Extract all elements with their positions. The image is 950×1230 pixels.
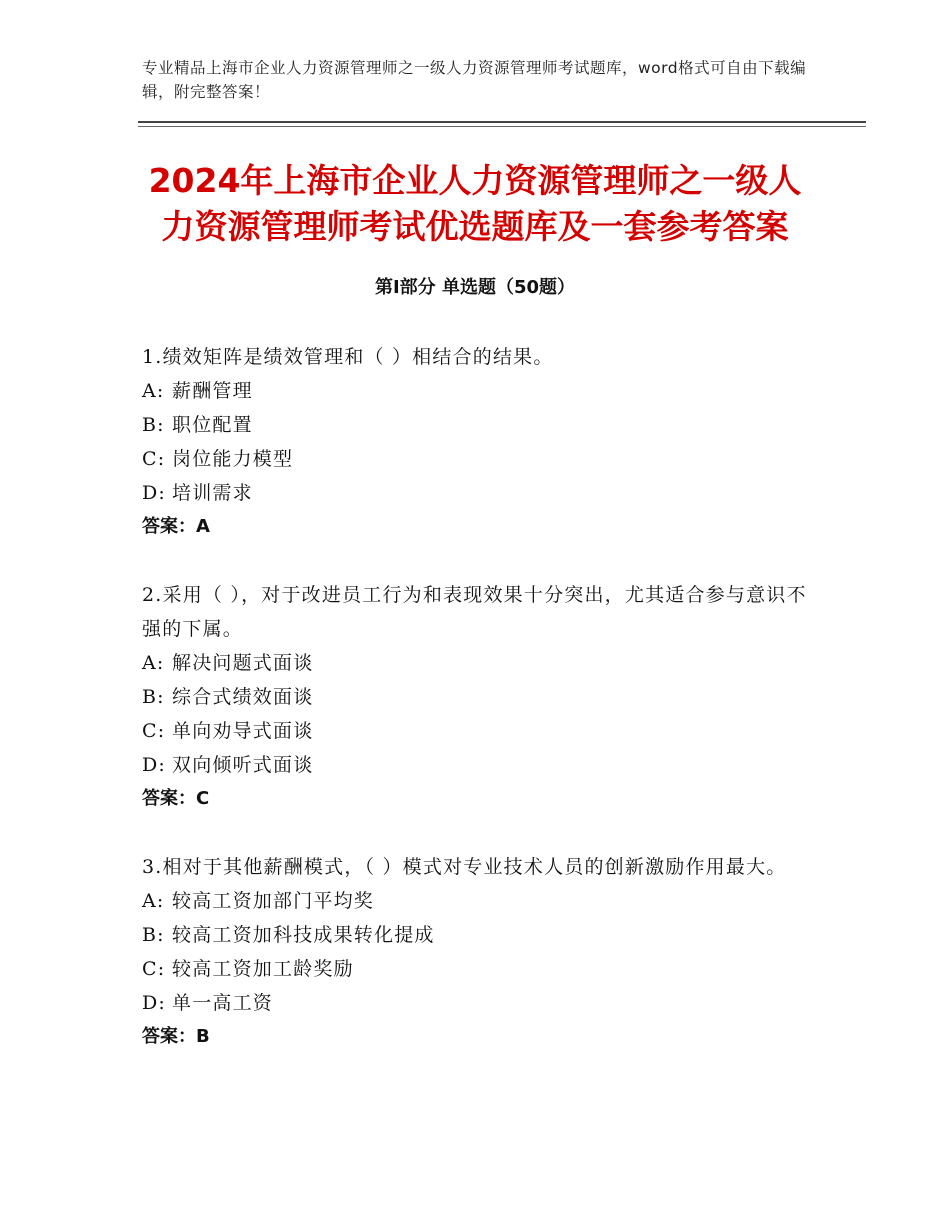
- answer-label: 答案：C: [142, 788, 210, 809]
- option-text: 岗位能力模型: [172, 448, 294, 470]
- option-c: [142, 952, 822, 986]
- option-key: B:: [142, 686, 165, 708]
- option-a: [142, 884, 822, 918]
- document-title: 2024年上海市企业人力资源管理师之一级人力资源管理师考试优选题库及一套参考答案: [148, 161, 802, 246]
- option-text: 培训需求: [172, 482, 253, 504]
- option-text: 双向倾听式面谈: [172, 754, 314, 776]
- option-key: D:: [142, 482, 167, 504]
- question-list: [142, 340, 822, 1088]
- option-key: D:: [142, 992, 167, 1014]
- section-title: 第Ⅰ部分 单选题（50题）: [374, 277, 575, 298]
- option-key: C:: [142, 958, 166, 980]
- option-d: [142, 748, 822, 782]
- option-text: 综合式绩效面谈: [172, 686, 314, 708]
- option-text: 较高工资加部门平均奖: [172, 890, 375, 912]
- question-stem: 2.采用（ ），对于改进员工行为和表现效果十分突出，尤其适合参与意识不强的下属。: [142, 584, 807, 640]
- option-key: A:: [142, 890, 165, 912]
- option-d: [142, 986, 822, 1020]
- option-text: 单一高工资: [172, 992, 274, 1014]
- option-key: D:: [142, 754, 167, 776]
- header-note: 专业精品上海市企业人力资源管理师之一级人力资源管理师考试题库，word格式可自由下载编辑，附完整答案！: [142, 59, 807, 101]
- question-3: [142, 850, 822, 1054]
- option-key: B:: [142, 924, 165, 946]
- option-c: [142, 714, 822, 748]
- option-b: [142, 918, 822, 952]
- option-key: C:: [142, 448, 166, 470]
- option-c: [142, 442, 822, 476]
- question-stem: 3.相对于其他薪酬模式，（ ）模式对专业技术人员的创新激励作用最大。: [142, 856, 787, 878]
- header-divider-thin: [138, 126, 866, 127]
- option-text: 薪酬管理: [172, 380, 253, 402]
- option-text: 单向劝导式面谈: [172, 720, 314, 742]
- option-key: A:: [142, 652, 165, 674]
- option-b: [142, 408, 822, 442]
- option-a: [142, 646, 822, 680]
- answer-label: 答案：A: [142, 516, 210, 537]
- option-a: [142, 374, 822, 408]
- question-stem: 1.绩效矩阵是绩效管理和（ ）相结合的结果。: [142, 346, 554, 368]
- option-text: 较高工资加科技成果转化提成: [172, 924, 435, 946]
- header-divider-thick: [138, 121, 866, 123]
- option-text: 职位配置: [172, 414, 253, 436]
- option-key: B:: [142, 414, 165, 436]
- option-b: [142, 680, 822, 714]
- answer-label: 答案：B: [142, 1026, 210, 1047]
- option-text: 较高工资加工龄奖励: [172, 958, 354, 980]
- option-text: 解决问题式面谈: [172, 652, 314, 674]
- question-1: [142, 340, 822, 544]
- question-2: [142, 578, 822, 816]
- option-key: C:: [142, 720, 166, 742]
- option-d: [142, 476, 822, 510]
- option-key: A:: [142, 380, 165, 402]
